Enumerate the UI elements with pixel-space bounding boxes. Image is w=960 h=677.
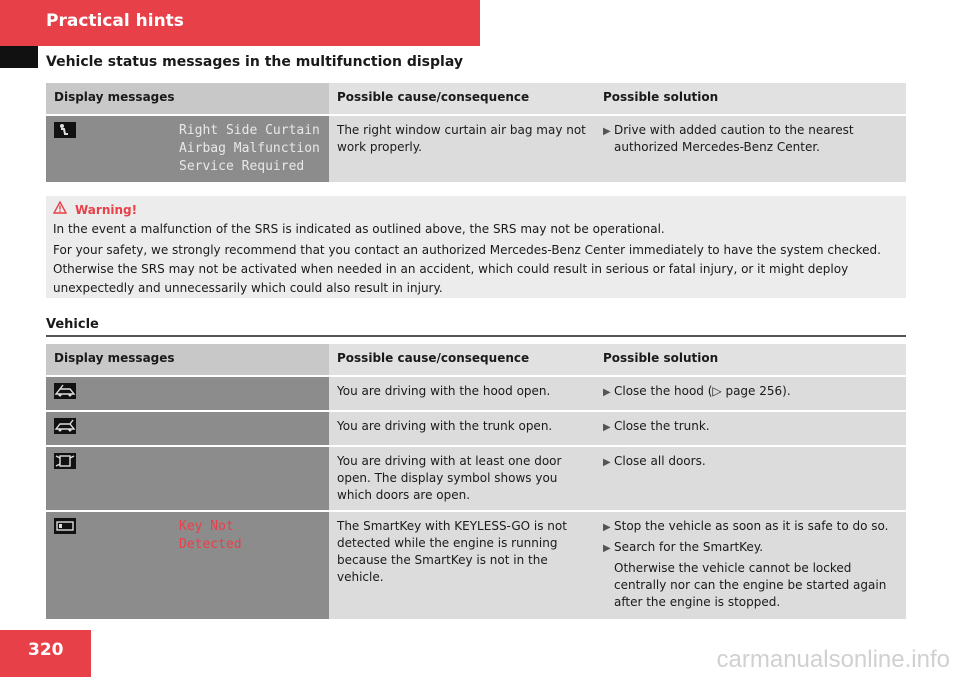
table-row <box>46 511 906 619</box>
solution-text: Close all doors. <box>614 454 706 468</box>
arrow-icon: ▶ <box>603 126 611 137</box>
warning-box <box>46 196 906 298</box>
display-cell <box>46 376 329 411</box>
solution-text: Drive with added caution to the nearest authorized Mercedes-Benz Center. <box>614 123 854 154</box>
display-cell <box>46 115 329 182</box>
hood-open-icon <box>54 383 80 399</box>
col-header-display: Display messages <box>46 344 329 376</box>
solution-text: Search for the SmartKey. <box>614 540 764 554</box>
display-cell <box>46 411 329 446</box>
display-message-text: Key Not Detected <box>179 519 242 552</box>
cause-cell: You are driving with the trunk open. <box>329 411 595 446</box>
arrow-icon: ▶ <box>603 543 611 554</box>
page-subtitle: Vehicle status messages in the multifunction display <box>46 54 463 70</box>
table-row <box>46 376 906 411</box>
solution-cell <box>595 411 906 446</box>
page-number: 320 <box>28 640 64 660</box>
solution-text: Close the trunk. <box>614 419 710 433</box>
solution-note: Otherwise the vehicle cannot be locked centrally nor can the engine be started again after the engine is stopped. <box>614 561 887 609</box>
section-header-bar <box>0 0 480 46</box>
col-header-cause: Possible cause/consequence <box>329 344 595 376</box>
display-cell <box>46 511 329 619</box>
col-header-cause: Possible cause/consequence <box>329 83 595 115</box>
cause-cell: The right window curtain air bag may not work properly. <box>329 115 595 182</box>
smartkey-icon <box>54 518 80 534</box>
airbag-person-icon <box>54 122 80 138</box>
col-header-solution: Possible solution <box>595 344 906 376</box>
solution-cell <box>595 376 906 411</box>
status-table-vehicle <box>46 344 906 619</box>
warning-paragraph-2: For your safety, we strongly recommend that you contact an authorized Mercedes-Benz Center immediately to have the system checked. Otherwise the SRS may not be activated when needed in an accident, which could result in serious or fatal injury, or it might deploy unexpectedly and unnecessarily which could also result in injury. <box>53 243 881 295</box>
divider <box>46 335 906 337</box>
trunk-open-icon <box>54 418 80 434</box>
cause-cell: You are driving with the hood open. <box>329 376 595 411</box>
solution-cell <box>595 115 906 182</box>
solution-cell <box>595 446 906 511</box>
arrow-icon: ▶ <box>603 387 611 398</box>
section-title: Practical hints <box>46 11 184 31</box>
solution-text: Stop the vehicle as soon as it is safe to do so. <box>614 519 889 533</box>
warning-triangle-icon <box>53 201 67 220</box>
display-message-text: Right Side Curtain Airbag Malfunction Service Required <box>179 123 320 174</box>
table-row <box>46 115 906 182</box>
cause-cell: The SmartKey with KEYLESS-GO is not detected while the engine is running because the SmartKey is not in the vehicle. <box>329 511 595 619</box>
col-header-display: Display messages <box>46 83 329 115</box>
status-table-srs <box>46 83 906 182</box>
solution-text: Close the hood (▷ page 256). <box>614 384 791 398</box>
cause-cell: You are driving with at least one door open. The display symbol shows you which doors are open. <box>329 446 595 511</box>
watermark: carmanualsonline.info <box>716 646 950 673</box>
vehicle-heading: Vehicle <box>46 317 99 332</box>
page-number-box <box>0 630 91 677</box>
warning-paragraph-1: In the event a malfunction of the SRS is indicated as outlined above, the SRS may not be operational. <box>53 222 665 236</box>
arrow-icon: ▶ <box>603 422 611 433</box>
solution-cell <box>595 511 906 619</box>
display-cell <box>46 446 329 511</box>
arrow-icon: ▶ <box>603 457 611 468</box>
door-open-icon <box>54 453 80 469</box>
col-header-solution: Possible solution <box>595 83 906 115</box>
warning-title: Warning! <box>75 203 138 217</box>
black-tab <box>0 46 38 68</box>
table-row <box>46 411 906 446</box>
arrow-icon: ▶ <box>603 522 611 533</box>
table-row <box>46 446 906 511</box>
